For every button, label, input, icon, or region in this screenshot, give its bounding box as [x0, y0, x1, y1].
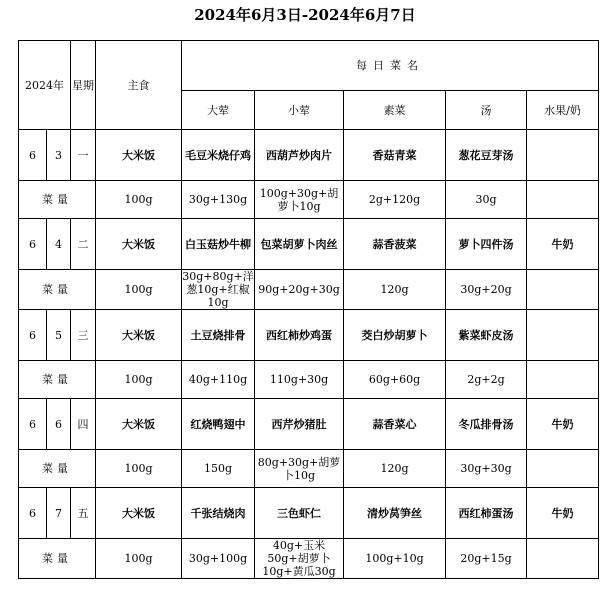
soup-cell: 紫菜虾皮汤 — [446, 310, 527, 361]
staple-qty: 100g — [96, 181, 182, 219]
fruit-milk-qty — [527, 361, 599, 399]
qty-row — [19, 450, 599, 488]
soup-qty: 2g+2g — [446, 361, 527, 399]
qty-row — [19, 270, 599, 310]
month-cell: 6 — [19, 310, 47, 361]
small-meat-cell: 西芹炒猪肚 — [255, 399, 344, 450]
weekday-cell: 一 — [71, 130, 96, 181]
qty-label: 菜量 — [19, 450, 96, 488]
menu-table — [18, 40, 599, 579]
dish-row — [19, 130, 599, 181]
qty-label: 菜量 — [19, 181, 96, 219]
weekday-header: 星期 — [71, 41, 96, 130]
page-title: 2024年6月3日-2024年6月7日 — [194, 6, 416, 24]
soup-cell: 西红柿蛋汤 — [446, 488, 527, 539]
big-meat-qty: 40g+110g — [182, 361, 255, 399]
big-meat-cell: 红烧鸭翅中 — [182, 399, 255, 450]
soup-cell: 葱花豆芽汤 — [446, 130, 527, 181]
fruit-milk-qty — [527, 450, 599, 488]
staple-cell: 大米饭 — [96, 488, 182, 539]
fruit-milk-cell: 牛奶 — [527, 219, 599, 270]
soup-qty: 30g+30g — [446, 450, 527, 488]
vegetable-cell: 茭白炒胡萝卜 — [344, 310, 446, 361]
staple-qty: 100g — [96, 450, 182, 488]
fruit-milk-cell — [527, 310, 599, 361]
vegetable-qty: 100g+10g — [344, 539, 446, 579]
weekday-cell: 二 — [71, 219, 96, 270]
soup-qty: 30g+20g — [446, 270, 527, 310]
fruit-milk-header: 水果/奶 — [527, 91, 599, 130]
qty-row — [19, 181, 599, 219]
big-meat-cell: 毛豆米烧仔鸡 — [182, 130, 255, 181]
qty-row — [19, 539, 599, 579]
vegetable-cell: 蒜香菜心 — [344, 399, 446, 450]
day-cell: 5 — [47, 310, 71, 361]
month-cell: 6 — [19, 399, 47, 450]
dish-row — [19, 310, 599, 361]
year-header: 2024年 — [19, 41, 71, 130]
dish-row — [19, 488, 599, 539]
vegetable-qty: 120g — [344, 270, 446, 310]
fruit-milk-qty — [527, 181, 599, 219]
small-meat-cell: 西葫芦炒肉片 — [255, 130, 344, 181]
fruit-milk-cell — [527, 130, 599, 181]
small-meat-qty: 100g+30g+胡萝卜10g — [255, 181, 344, 219]
qty-label: 菜量 — [19, 539, 96, 579]
small-meat-qty: 40g+玉米50g+胡萝卜10g+黄瓜30g — [255, 539, 344, 579]
month-cell: 6 — [19, 488, 47, 539]
small-meat-cell: 三色虾仁 — [255, 488, 344, 539]
vegetable-cell: 清炒莴笋丝 — [344, 488, 446, 539]
big-meat-cell: 白玉菇炒牛柳 — [182, 219, 255, 270]
soup-header: 汤 — [446, 91, 527, 130]
big-meat-cell: 千张结烧肉 — [182, 488, 255, 539]
big-meat-qty: 30g+80g+洋葱10g+红椒10g — [182, 270, 254, 309]
weekday-cell: 五 — [71, 488, 96, 539]
weekday-cell: 三 — [71, 310, 96, 361]
soup-qty: 20g+15g — [446, 539, 527, 579]
small-meat-header: 小荤 — [255, 91, 344, 130]
fruit-milk-qty — [527, 539, 599, 579]
vegetable-qty: 2g+120g — [344, 181, 446, 219]
day-cell: 7 — [47, 488, 71, 539]
day-cell: 4 — [47, 219, 71, 270]
small-meat-qty: 90g+20g+30g — [255, 270, 344, 310]
qty-label: 菜量 — [19, 270, 96, 310]
small-meat-cell: 包菜胡萝卜肉丝 — [255, 219, 344, 270]
small-meat-qty: 80g+30g+胡萝卜10g — [255, 450, 344, 488]
dish-row — [19, 399, 599, 450]
vegetable-cell: 蒜香菠菜 — [344, 219, 446, 270]
fruit-milk-cell: 牛奶 — [527, 399, 599, 450]
small-meat-cell: 西红柿炒鸡蛋 — [255, 310, 344, 361]
staple-cell: 大米饭 — [96, 310, 182, 361]
soup-qty: 30g — [446, 181, 527, 219]
daily-dishes-header: 每日菜名 — [182, 41, 599, 91]
big-meat-cell: 土豆烧排骨 — [182, 310, 255, 361]
header-row — [19, 41, 599, 91]
vegetable-qty: 120g — [344, 450, 446, 488]
day-cell: 3 — [47, 130, 71, 181]
staple-qty: 100g — [96, 270, 182, 310]
staple-cell: 大米饭 — [96, 130, 182, 181]
staple-cell: 大米饭 — [96, 219, 182, 270]
small-meat-qty: 110g+30g — [255, 361, 344, 399]
qty-label: 菜量 — [19, 361, 96, 399]
weekday-cell: 四 — [71, 399, 96, 450]
big-meat-header: 大荤 — [182, 91, 255, 130]
big-meat-qty: 150g — [182, 450, 255, 488]
big-meat-qty: 30g+130g — [182, 181, 255, 219]
qty-row — [19, 361, 599, 399]
vegetable-cell: 香菇青菜 — [344, 130, 446, 181]
dish-row — [19, 219, 599, 270]
staple-cell: 大米饭 — [96, 399, 182, 450]
staple-qty: 100g — [96, 361, 182, 399]
vegetable-qty: 60g+60g — [344, 361, 446, 399]
fruit-milk-cell: 牛奶 — [527, 488, 599, 539]
staple-header: 主食 — [96, 41, 182, 130]
day-cell: 6 — [47, 399, 71, 450]
soup-cell: 萝卜四件汤 — [446, 219, 527, 270]
vegetable-header: 素菜 — [344, 91, 446, 130]
month-cell: 6 — [19, 219, 47, 270]
big-meat-qty: 30g+100g — [182, 539, 255, 579]
soup-cell: 冬瓜排骨汤 — [446, 399, 527, 450]
staple-qty: 100g — [96, 539, 182, 579]
month-cell: 6 — [19, 130, 47, 181]
fruit-milk-qty — [527, 270, 599, 310]
